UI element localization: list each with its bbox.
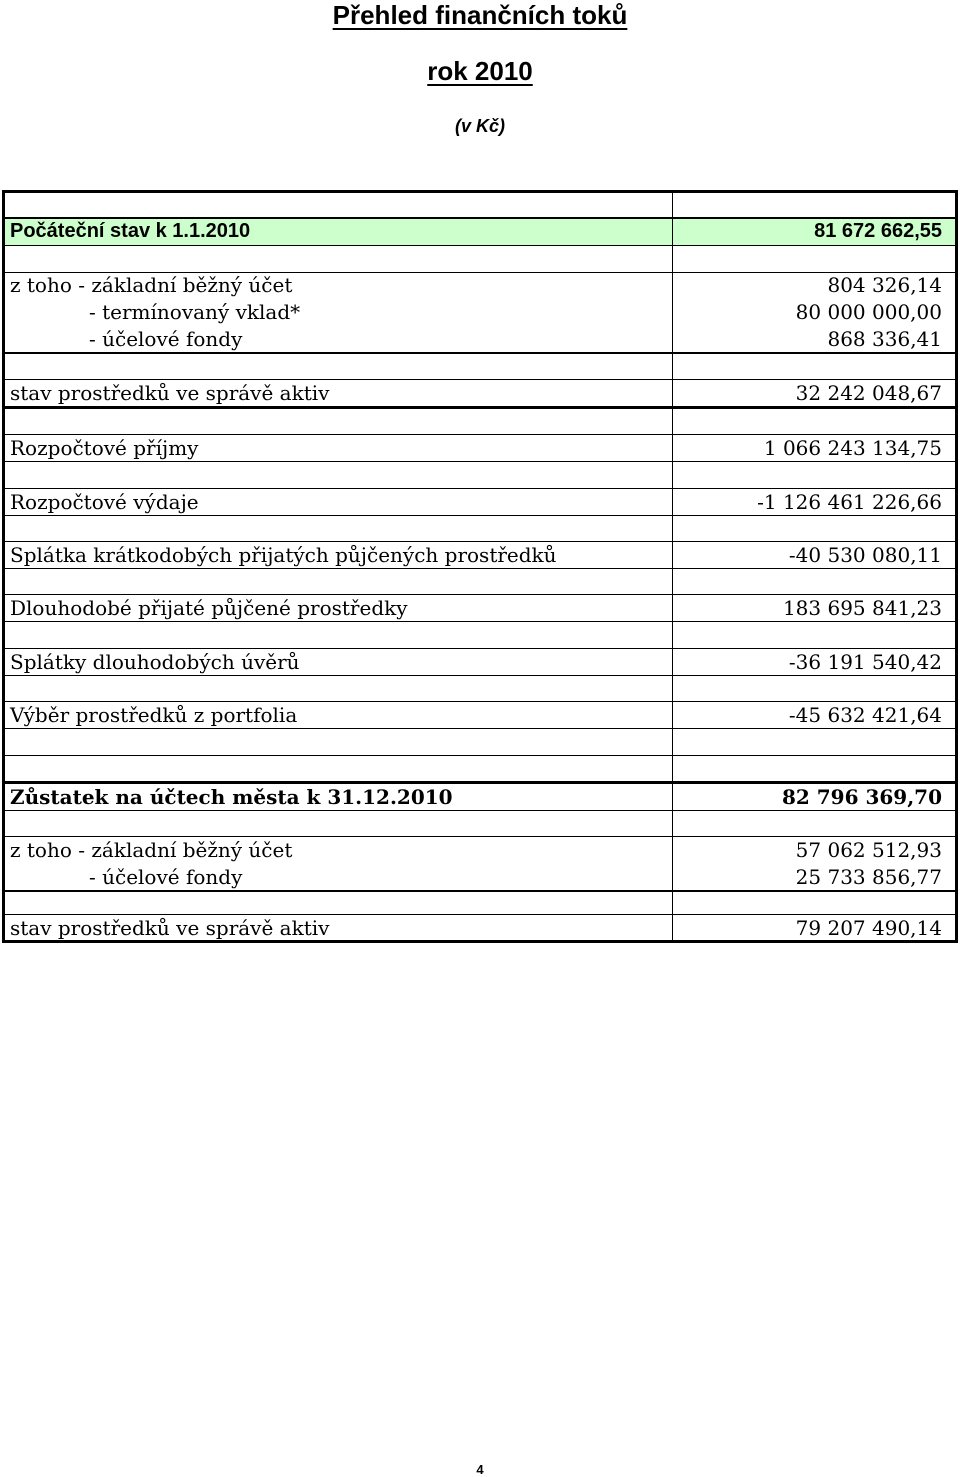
table-row <box>5 326 955 352</box>
table-row <box>5 837 955 863</box>
year-heading: rok 2010 <box>427 56 533 86</box>
divider <box>5 515 955 516</box>
row-value: 183 695 841,23 <box>672 595 955 621</box>
divider <box>5 568 955 569</box>
row-value: 80 000 000,00 <box>672 299 955 325</box>
row-value: 804 326,14 <box>672 272 955 298</box>
divider <box>5 675 955 676</box>
row-label: Rozpočtové příjmy <box>10 436 199 460</box>
row-value: -45 632 421,64 <box>672 702 955 728</box>
table-row <box>5 864 955 890</box>
divider <box>5 272 955 273</box>
row-value: 32 242 048,67 <box>672 380 955 406</box>
row-value: -36 191 540,42 <box>672 649 955 675</box>
row-value: 25 733 856,77 <box>672 864 955 890</box>
table-row <box>5 649 955 675</box>
row-label: stav prostředků ve správě aktiv <box>10 381 330 405</box>
divider <box>5 890 955 892</box>
row-label: z toho - základní běžný účet <box>10 273 293 297</box>
table-row <box>5 272 955 298</box>
row-value: -1 126 461 226,66 <box>672 489 955 515</box>
row-label: - termínovaný vklad* <box>89 300 301 324</box>
row-label: z toho - základní běžný účet <box>10 838 293 862</box>
currency-note: (v Kč) <box>454 116 505 136</box>
row-label: - účelové fondy <box>89 865 243 889</box>
row-value: 868 336,41 <box>672 326 955 352</box>
row-label: Počáteční stav k 1.1.2010 <box>10 219 251 242</box>
row-label: stav prostředků ve správě aktiv <box>10 915 330 940</box>
row-label: Výběr prostředků z portfolia <box>10 703 298 727</box>
row-value: 1 066 243 134,75 <box>672 435 955 461</box>
row-label: Splátka krátkodobých přijatých půjčených prostředků <box>10 543 557 567</box>
row-value: 79 207 490,14 <box>672 915 955 940</box>
divider <box>5 245 955 246</box>
divider <box>5 621 955 622</box>
page-number: 4 <box>476 1462 484 1477</box>
financial-flow-table <box>2 190 958 943</box>
divider <box>5 406 955 409</box>
end-balance-row <box>5 784 955 810</box>
table-row <box>5 380 955 406</box>
row-label: - účelové fondy <box>89 327 243 351</box>
table-row <box>5 435 955 461</box>
row-value: 82 796 369,70 <box>672 784 955 810</box>
row-label: Splátky dlouhodobých úvěrů <box>10 650 300 674</box>
start-balance-row <box>5 217 955 245</box>
divider <box>5 755 955 756</box>
table-row <box>5 595 955 621</box>
row-label: Dlouhodobé přijaté půjčené prostředky <box>10 596 408 620</box>
row-value: -40 530 080,11 <box>672 542 955 568</box>
divider <box>5 728 955 729</box>
row-label: Rozpočtové výdaje <box>10 490 199 514</box>
row-label: Zůstatek na účtech města k 31.12.2010 <box>10 785 453 809</box>
divider <box>5 461 955 462</box>
page-title: Přehled finančních toků <box>332 0 628 30</box>
row-value: 57 062 512,93 <box>672 837 955 863</box>
divider <box>5 217 955 219</box>
table-row <box>5 299 955 325</box>
table-row <box>5 702 955 728</box>
divider <box>5 810 955 811</box>
table-row <box>5 542 955 568</box>
divider <box>5 352 955 354</box>
table-row <box>5 489 955 515</box>
row-value: 81 672 662,55 <box>672 217 955 245</box>
table-row <box>5 915 955 940</box>
